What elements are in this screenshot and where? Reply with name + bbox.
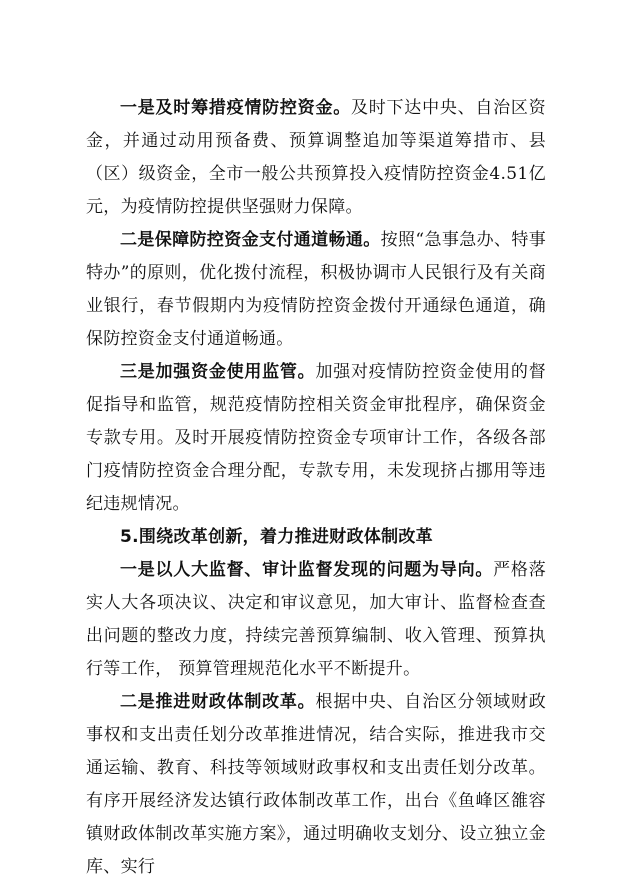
document-body <box>86 92 546 884</box>
paragraph-lead: 二是保障防控资金支付通道畅通。 <box>120 230 381 250</box>
paragraph-text: 加强对疫情防控资金使用的督促指导和监管，规范疫情防控相关资金审批程序，确保资金专款专用。及时开展疫情防控资金专项审计工作，各级各部门疫情防控资金合理分配，专款专用，未发现挤占挪用等违纪违规情况。 <box>86 362 546 514</box>
paragraph-supervision <box>86 356 546 521</box>
paragraph-text: 按照“急事急办、特事特办”的原则，优化拨付流程，积极协调市人民银行及有关商业银行，春节假期内为疫情防控资金拨付开通绿色通道，确保防控资金支付通道畅通。 <box>86 230 546 349</box>
paragraph-text: 严格落实人大各项决议、决定和审议意见，加大审计、监督检查查出问题的整改力度，持续完善预算编制、收入管理、预算执行等工作， 预算管理规范化水平不断提升。 <box>86 560 546 679</box>
paragraph-audit-issues <box>86 554 546 686</box>
paragraph-lead: 三是加强资金使用监管。 <box>120 362 316 382</box>
section-heading: 5.围绕改革创新，着力推进财政体制改革 <box>120 527 433 547</box>
paragraph-lead: 二是推进财政体制改革。 <box>120 692 316 712</box>
paragraph-fiscal-reform <box>86 686 546 884</box>
paragraph-lead: 一是以人大监督、审计监督发现的问题为导向。 <box>120 560 494 580</box>
paragraph-payment-channel <box>86 224 546 356</box>
paragraph-text: 根据中央、自治区分领域财政事权和支出责任划分改革推进情况，结合实际，推进我市交通运输、教育、科技等领域财政事权和支出责任划分改革。有序开展经济发达镇行政体制改革工作，出台《鱼峰区雒容镇财政体制改革实施方案》，通过明确收支划分、设立独立金库、实行 <box>86 692 546 877</box>
paragraph-funding <box>86 92 546 224</box>
paragraph-lead: 一是及时筹措疫情防控资金。 <box>120 98 351 118</box>
paragraph-text: 及时下达中央、自治区资金，并通过动用预备费、预算调整追加等渠道筹措市、县（区）级资金，全市一般公共预算投入疫情防控资金4.51亿元，为疫情防控提供坚强财力保障。 <box>86 98 546 217</box>
